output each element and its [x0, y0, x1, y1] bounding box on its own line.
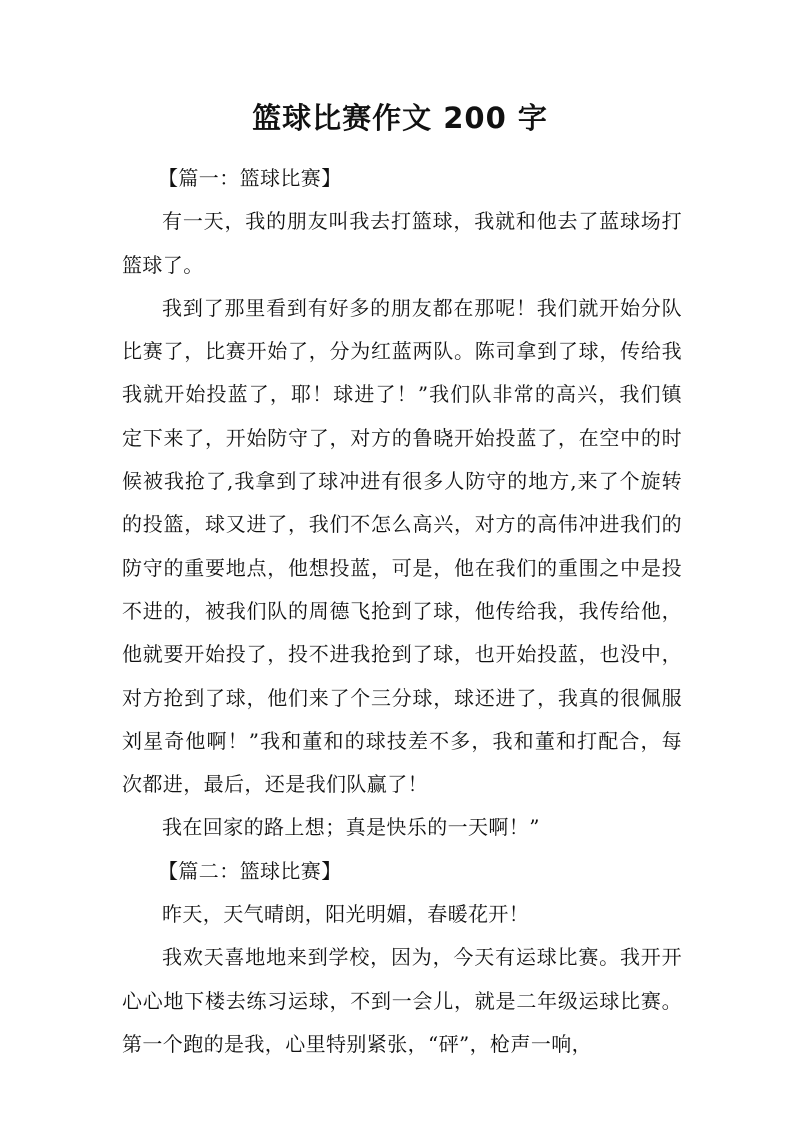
section-1-paragraph-1: 有一天，我的朋友叫我去打篮球，我就和他去了蓝球场打篮球了。	[122, 209, 682, 277]
section-1-paragraph-2: 我到了那里看到有好多的朋友都在那呢！我们就开始分队比赛了，比赛开始了，分为红蓝两队。陈司拿到了球，传给我我就开始投蓝了，耶！球进了！”我们队非常的高兴，我们镇定下来了，开始防守了，对方的鲁晓开始投蓝了，在空中的时候被我抢了,我拿到了球冲进有很多人防守的地方,来了个旋转的投篮，球又进了，我们不怎么高兴，对方的高伟冲进我们的防守的重要地点，他想投蓝，可是，他在我们的重围之中是投不进的，被我们队的周德飞抢到了球，他传给我，我传给他，他就要开始投了，投不进我抢到了球，也开始投蓝，也没中，对方抢到了球，他们来了个三分球，球还进了，我真的很佩服刘星奇他啊！”我和董和的球技差不多，我和董和打配合，每次都进，最后，还是我们队赢了！	[122, 295, 682, 797]
section-1-heading: 【篇一：篮球比赛】	[158, 166, 342, 190]
section-2-paragraph-1: 昨天，天气晴朗，阳光明媚，春暖花开！	[162, 902, 530, 927]
article-body	[122, 157, 682, 1066]
page-title: 篮球比赛作文 200 字	[252, 101, 548, 135]
section-2-heading: 【篇二：篮球比赛】	[158, 858, 342, 883]
section-1-paragraph-3: 我在回家的路上想；真是快乐的一天啊！”	[162, 815, 540, 840]
section-2-paragraph-2: 我欢天喜地地来到学校，因为，今天有运球比赛。我开开心心地下楼去练习运球，不到一会儿，就是二年级运球比赛。第一个跑的是我，心里特别紧张，“砰”，枪声一响，	[122, 945, 682, 1056]
